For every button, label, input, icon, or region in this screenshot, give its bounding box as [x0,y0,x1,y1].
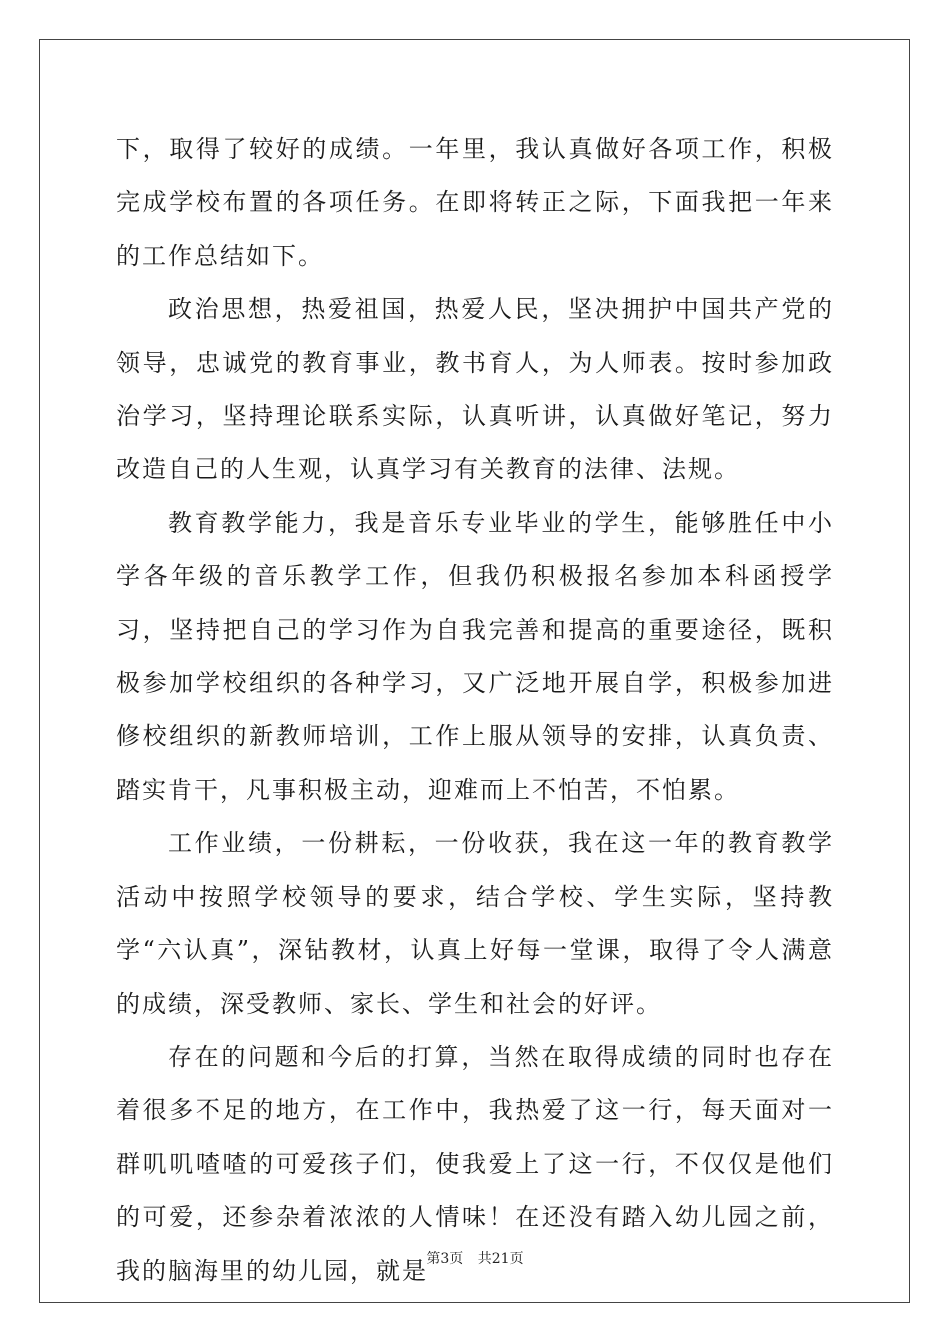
paragraph-continuation: 下，取得了较好的成绩。一年里，我认真做好各项工作，积极完成学校布置的各项任务。在即将转正之际，下面我把一年来的工作总结如下。 [116,135,834,270]
paragraph-political-thought: 政治思想，热爱祖国，热爱人民，坚决拥护中国共产党的领导，忠诚党的教育事业，教书育人，为人师表。按时参加政治学习，坚持理论联系实际，认真听讲，认真做好笔记，努力改造自己的人生观，认真学习有关教育的法律、法规。 [116,295,834,484]
total-page-count: 共21页 [477,1251,524,1267]
paragraph-problems-plans: 存在的问题和今后的打算，当然在取得成绩的同时也存在着很多不足的地方，在工作中，我热爱了这一行，每天面对一群叽叽喳喳的可爱孩子们，使我爱上了这一行，不仅仅是他们的可爱，还参杂着浓浓的人情味！在还没有踏入幼儿园之前，我的脑海里的幼儿园，就是 [116,1042,834,1285]
current-page-number: 第3页 [426,1251,464,1267]
paragraph-work-performance: 工作业绩，一份耕耘，一份收获，我在这一年的教育教学活动中按照学校领导的要求，结合学校、学生实际，坚持教学“六认真”，深钻教材，认真上好每一堂课，取得了令人满意的成绩，深受教师、家长、学生和社会的好评。 [116,829,834,1018]
paragraph-teaching-ability: 教育教学能力，我是音乐专业毕业的学生，能够胜任中小学各年级的音乐教学工作，但我仍积极报名参加本科函授学习，坚持把自己的学习作为自我完善和提高的重要途径，既积极参加学校组织的各种学习，又广泛地开展自学，积极参加进修校组织的新教师培训，工作上服从领导的安排，认真负责、踏实肯干，凡事积极主动，迎难而上不怕苦，不怕累。 [116,508,834,804]
page-footer [0,1248,950,1268]
document-body [116,123,834,1298]
